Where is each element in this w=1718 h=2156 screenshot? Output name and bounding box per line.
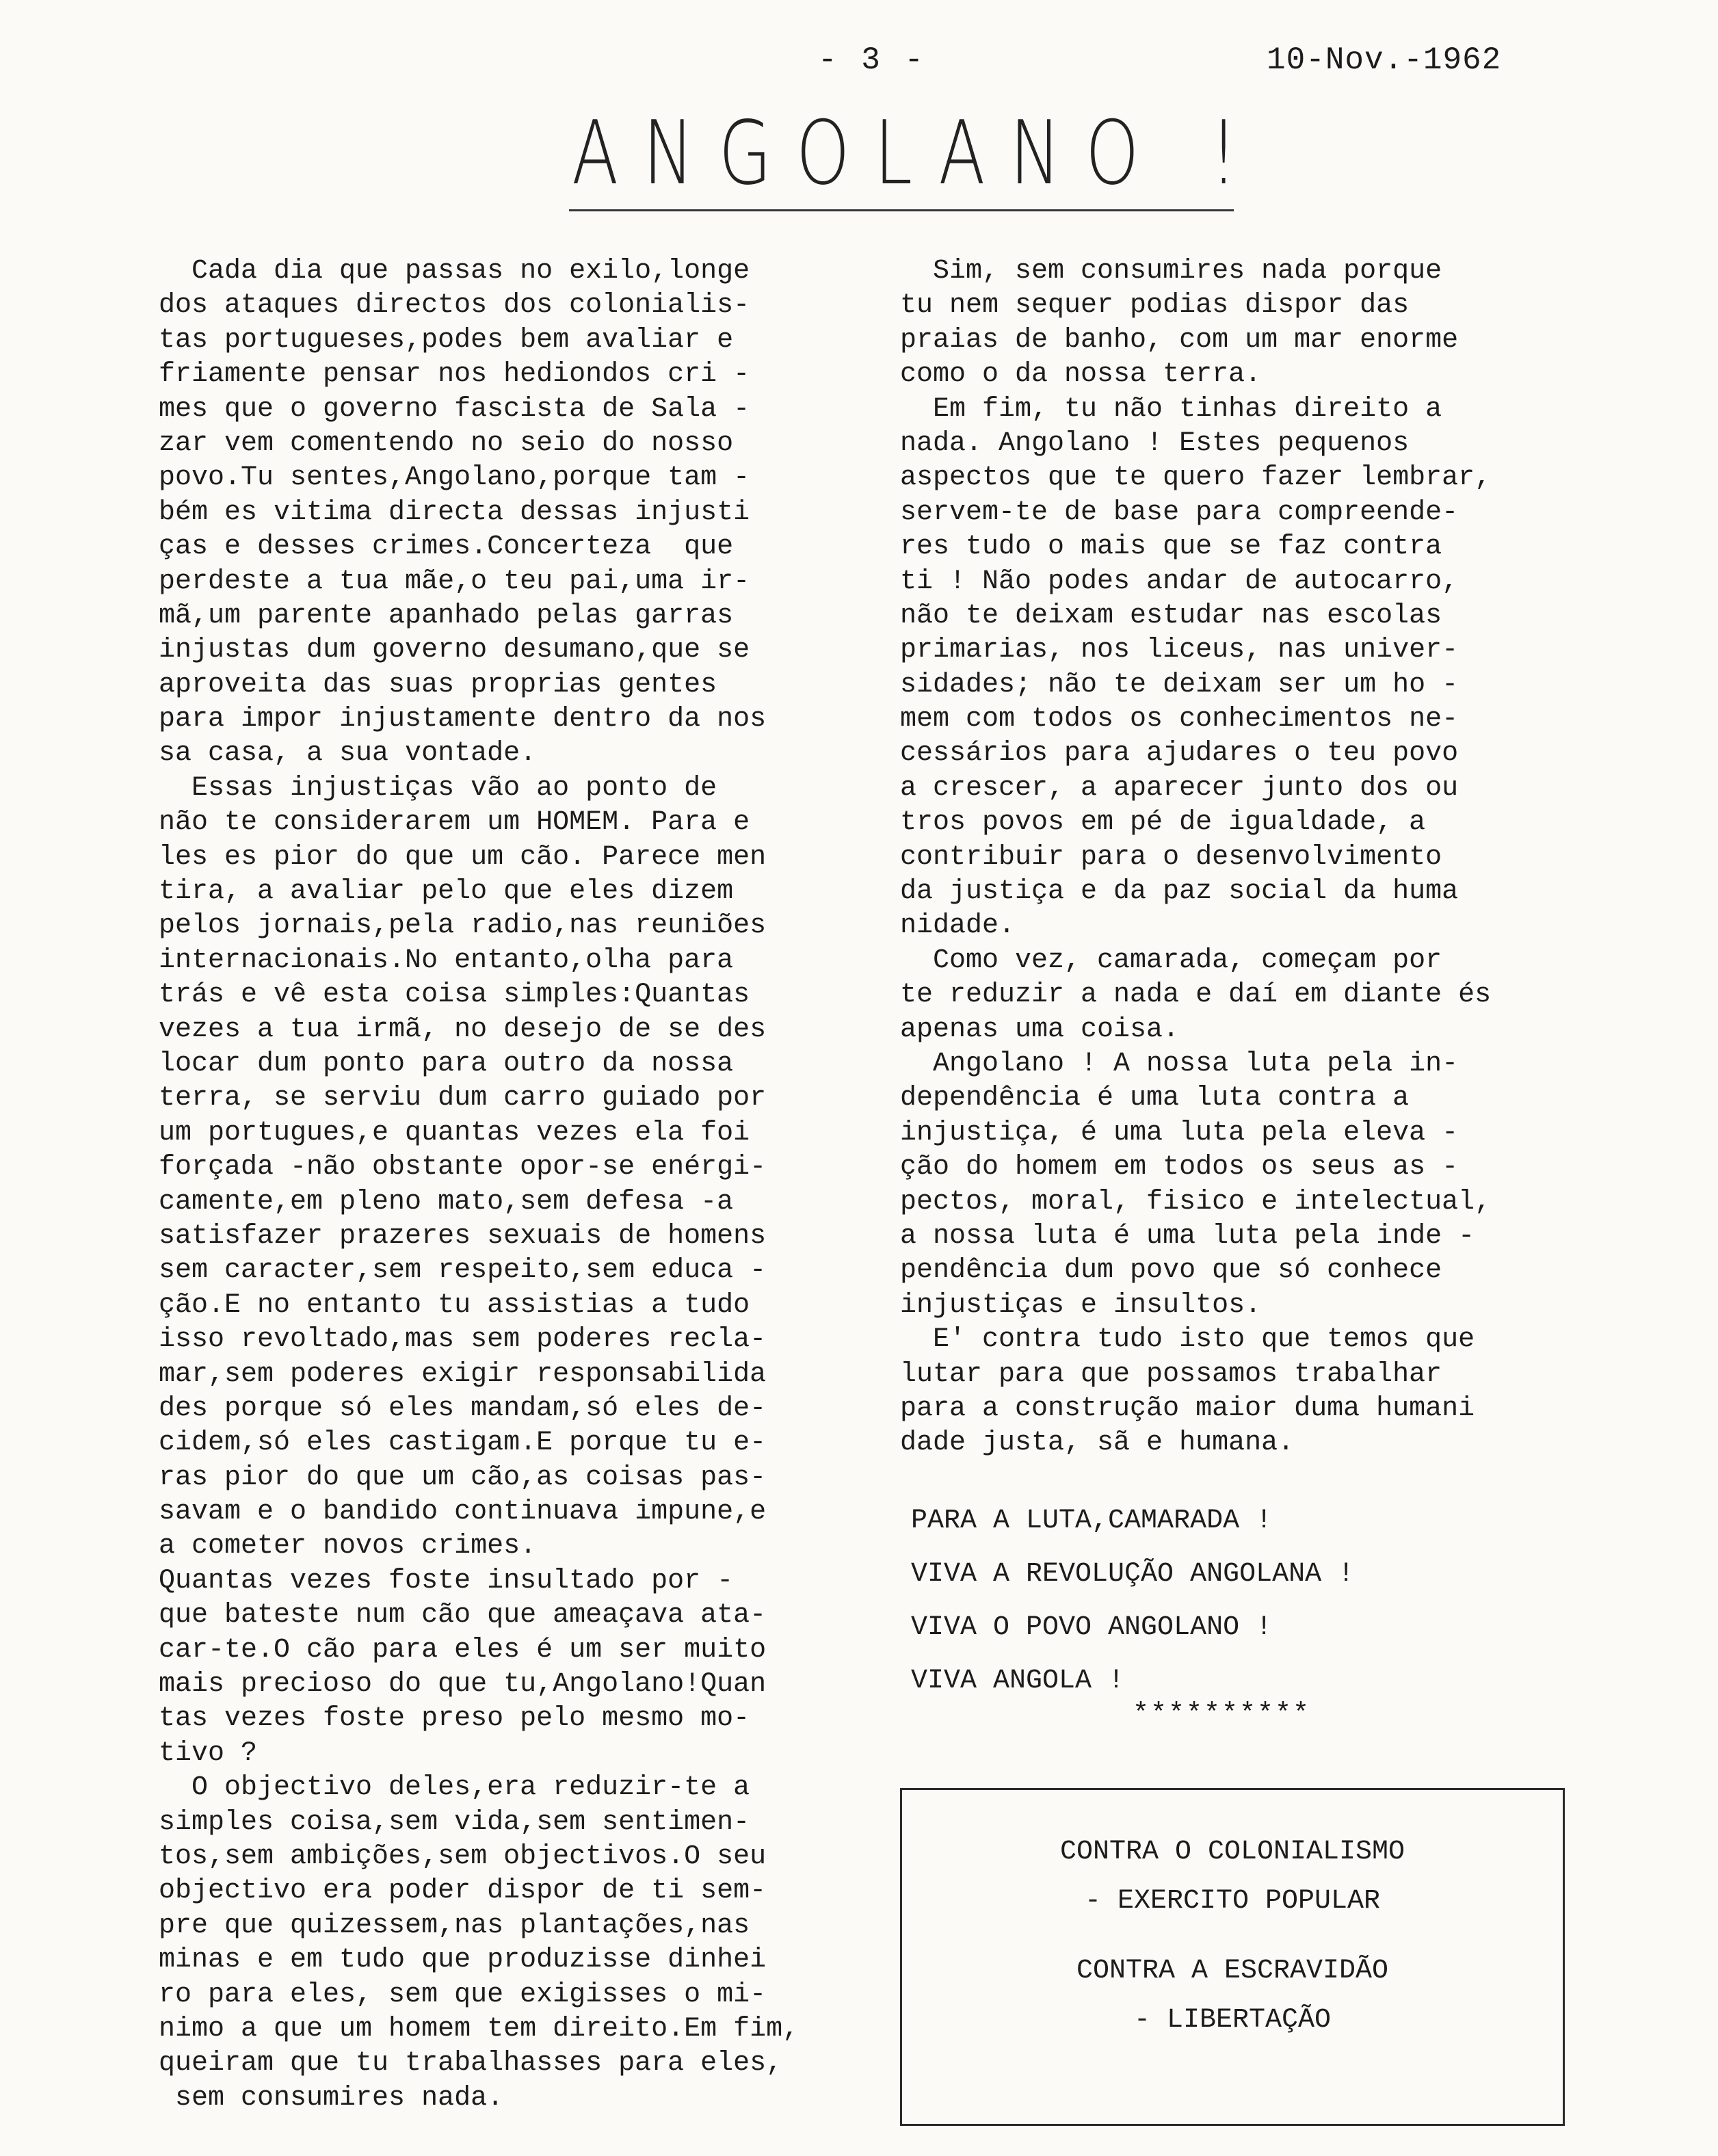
article-line: perdeste a tua mãe,o teu pai,uma ir- <box>159 566 750 597</box>
article-line: isso revoltado,mas sem poderes recla- <box>159 1324 767 1356</box>
article-line: apenas uma coisa. <box>900 1014 1180 1045</box>
article-line: contribuir para o desenvolvimento <box>900 841 1442 873</box>
article-line: pectos, moral, fisico e intelectual, <box>900 1186 1492 1218</box>
article-line: dos ataques directos dos colonialis- <box>159 290 750 321</box>
article-line: um portugues,e quantas vezes ela foi <box>159 1117 750 1148</box>
article-line: a cometer novos crimes. <box>159 1531 537 1562</box>
article-line: a crescer, a aparecer junto dos ou <box>900 772 1459 804</box>
article-line: sidades; não te deixam ser um ho - <box>900 669 1459 700</box>
masthead-rule <box>569 209 1234 211</box>
article-line: savam e o bandido continuava impune,e <box>159 1497 767 1528</box>
page-number: - 3 - <box>818 42 927 78</box>
article-line: ro para eles, sem que exigisses o mi- <box>159 1979 767 2010</box>
article-line: nidade. <box>900 910 1016 942</box>
box-line-army: - EXERCITO POPULAR <box>1084 1886 1381 1917</box>
article-line: Quantas vezes foste insultado por - <box>159 1565 734 1596</box>
article-line: friamente pensar nos hediondos cri - <box>159 359 750 391</box>
article-line: pelos jornais,pela radio,nas reuniões <box>159 910 767 942</box>
article-left-column <box>159 254 884 2116</box>
article-line: tivo ? <box>159 1737 258 1769</box>
article-line: sem caracter,sem respeito,sem educa - <box>159 1255 767 1287</box>
article-line: mem com todos os conhecimentos ne- <box>900 704 1459 735</box>
article-line: dade justa, sã e humana. <box>900 1428 1295 1459</box>
issue-date: 10-Nov.-1962 <box>1267 42 1502 78</box>
article-line: sa casa, a sua vontade. <box>159 738 537 770</box>
article-line: Angolano ! A nossa luta pela in- <box>900 1048 1459 1079</box>
article-line: mar,sem poderes exigir responsabilida <box>159 1358 767 1390</box>
article-line: da justiça e da paz social da huma <box>900 876 1459 908</box>
slogan-box <box>900 1788 1565 2126</box>
article-line: ças e desses crimes.Concerteza que <box>159 531 734 563</box>
article-line: mã,um parente apanhado pelas garras <box>159 600 734 631</box>
article-line: nimo a que um homem tem direito.Em fim, <box>159 2013 799 2045</box>
article-line: servem-te de base para compreende- <box>900 497 1459 528</box>
article-line: não te considerarem um HOMEM. Para e <box>159 807 750 839</box>
box-line-liberation: - LIBERTAÇÃO <box>1133 2005 1332 2036</box>
article-line: aspectos que te quero fazer lembrar, <box>900 462 1492 494</box>
article-line: Essas injustiças vão ao ponto de <box>159 772 717 804</box>
article-line: injustiça, é uma luta pela eleva - <box>900 1117 1459 1148</box>
slogan-line: VIVA A REVOLUÇÃO ANGOLANA ! <box>911 1559 1355 1590</box>
article-line: zar vem comentendo no seio do nosso <box>159 428 734 459</box>
article-line: vezes a tua irmã, no desejo de se des <box>159 1014 767 1045</box>
article-line: nada. Angolano ! Estes pequenos <box>900 428 1410 459</box>
article-line: tas vezes foste preso pelo mesmo mo- <box>159 1703 750 1735</box>
article-line: terra, se serviu dum carro guiado por <box>159 1083 767 1114</box>
slogan-line: VIVA O POVO ANGOLANO ! <box>911 1612 1273 1643</box>
article-line: simples coisa,sem vida,sem sentimen- <box>159 1806 750 1838</box>
article-line: E' contra tudo isto que temos que <box>900 1324 1475 1356</box>
article-line: Como vez, camarada, começam por <box>900 945 1442 976</box>
article-line: queiram que tu trabalhasses para eles, <box>159 2048 783 2079</box>
article-line: não te deixam estudar nas escolas <box>900 600 1442 631</box>
article-line: Cada dia que passas no exilo,longe <box>159 256 750 287</box>
article-line: cessários para ajudares o teu povo <box>900 738 1459 770</box>
box-line-slavery: CONTRA A ESCRAVIDÃO <box>1076 1956 1389 1986</box>
slogans-list <box>911 1501 1354 1714</box>
article-line: locar dum ponto para outro da nossa <box>159 1048 734 1079</box>
article-line: car-te.O cão para eles é um ser muito <box>159 1634 767 1666</box>
article-line: tira, a avaliar pelo que eles dizem <box>159 876 734 908</box>
box-line-colonialism: CONTRA O COLONIALISMO <box>1059 1837 1405 1867</box>
article-line: povo.Tu sentes,Angolano,porque tam - <box>159 462 750 494</box>
article-line: minas e em tudo que produzisse dinhei <box>159 1945 767 1976</box>
article-line: forçada -não obstante opor-se enérgi- <box>159 1152 767 1183</box>
article-line: bém es vitima directa dessas injusti <box>159 497 750 528</box>
article-line: injustiças e insultos. <box>900 1289 1262 1321</box>
article-line: tu nem sequer podias dispor das <box>900 290 1410 321</box>
article-line: primarias, nos liceus, nas univer- <box>900 635 1459 666</box>
article-line: tros povos em pé de igualdade, a <box>900 807 1426 839</box>
article-line: pre que quizessem,nas plantações,nas <box>159 1910 750 1941</box>
article-line: cidem,só eles castigam.E porque tu e- <box>159 1428 767 1459</box>
article-line: Em fim, tu não tinhas direito a <box>900 393 1442 425</box>
article-line: les es pior do que um cão. Parece men <box>159 841 767 873</box>
article-right-column <box>900 254 1598 1461</box>
article-line: como o da nossa terra. <box>900 359 1262 391</box>
article-line: O objectivo deles,era reduzir-te a <box>159 1772 750 1804</box>
article-line: praias de banho, com um mar enorme <box>900 324 1459 356</box>
asterisk-separator: ********** <box>1133 1699 1311 1730</box>
article-line: internacionais.No entanto,olha para <box>159 945 734 976</box>
article-line: ção.E no entanto tu assistias a tudo <box>159 1289 750 1321</box>
slogan-line: PARA A LUTA,CAMARADA ! <box>911 1506 1273 1536</box>
article-line: mes que o governo fascista de Sala - <box>159 393 750 425</box>
article-line: objectivo era poder dispor de ti sem- <box>159 1876 767 1907</box>
article-line: pendência dum povo que só conhece <box>900 1255 1442 1287</box>
article-line: ti ! Não podes andar de autocarro, <box>900 566 1459 597</box>
article-line: Sim, sem consumires nada porque <box>900 256 1442 287</box>
article-line: para impor injustamente dentro da nos <box>159 704 767 735</box>
article-line: que bateste num cão que ameaçava ata- <box>159 1600 767 1631</box>
article-line: trás e vê esta coisa simples:Quantas <box>159 980 750 1011</box>
article-line: a nossa luta é uma luta pela inde - <box>900 1220 1475 1252</box>
article-line: te reduzir a nada e daí em diante és <box>900 980 1492 1011</box>
article-line: res tudo o mais que se faz contra <box>900 531 1442 563</box>
article-line: des porque só eles mandam,só eles de- <box>159 1393 767 1424</box>
slogan-line: VIVA ANGOLA ! <box>911 1666 1125 1696</box>
article-line: tas portugueses,podes bem avaliar e <box>159 324 734 356</box>
article-line: camente,em pleno mato,sem defesa -a <box>159 1186 734 1218</box>
article-line: satisfazer prazeres sexuais de homens <box>159 1220 767 1252</box>
masthead-title: ANGOLANO ! <box>572 103 1262 205</box>
article-line: sem consumires nada. <box>159 2082 504 2114</box>
article-line: ras pior do que um cão,as coisas pas- <box>159 1462 767 1493</box>
article-line: para a construção maior duma humani <box>900 1393 1475 1424</box>
article-line: tos,sem ambições,sem objectivos.O seu <box>159 1841 767 1872</box>
article-line: lutar para que possamos trabalhar <box>900 1358 1442 1390</box>
article-line: aproveita das suas proprias gentes <box>159 669 717 700</box>
article-line: ção do homem em todos os seus as - <box>900 1152 1459 1183</box>
article-line: dependência é uma luta contra a <box>900 1083 1410 1114</box>
article-line: mais precioso do que tu,Angolano!Quan <box>159 1669 767 1700</box>
article-line: injustas dum governo desumano,que se <box>159 635 750 666</box>
